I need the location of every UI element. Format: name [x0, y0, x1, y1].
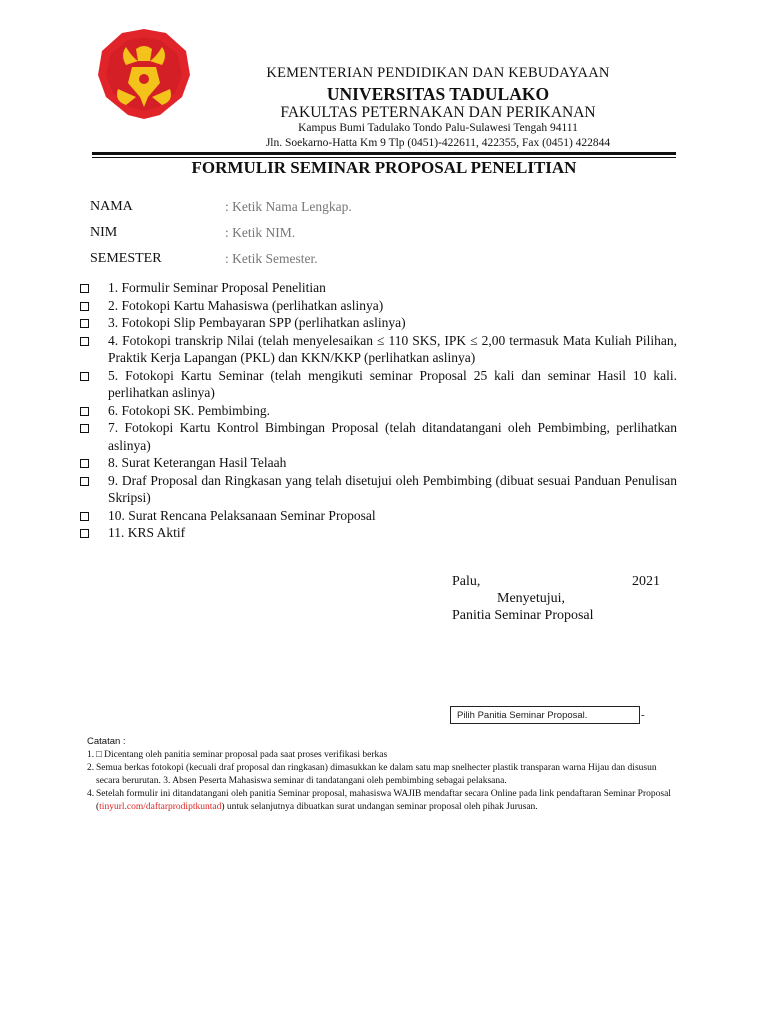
note-number: 2.	[87, 763, 95, 773]
notes-title: Catatan :	[87, 736, 126, 747]
committee-select[interactable]: Pilih Panitia Seminar Proposal.	[450, 706, 640, 724]
list-item	[80, 472, 677, 507]
checkbox[interactable]	[80, 407, 89, 416]
select-dash: -	[641, 709, 645, 721]
checkbox[interactable]	[80, 372, 89, 381]
checkbox[interactable]	[80, 459, 89, 468]
form-title: FORMULIR SEMINAR PROPOSAL PENELITIAN	[191, 158, 577, 177]
list-item-text: 10. Surat Rencana Pelaksanaan Seminar Proposal	[108, 507, 376, 523]
signature-year: 2021	[632, 574, 660, 589]
list-item	[80, 454, 677, 472]
checkbox[interactable]	[80, 477, 89, 486]
faculty-name: FAKULTAS PETERNAKAN DAN PERIKANAN	[280, 104, 596, 121]
header-divider	[92, 152, 676, 155]
note-text: □ Dicentang oleh panitia seminar proposal pada saat proses verifikasi berkas	[96, 750, 388, 760]
checkbox[interactable]	[80, 424, 89, 433]
ministry-name: KEMENTERIAN PENDIDIKAN DAN KEBUDAYAAN	[266, 65, 610, 81]
contact-address: Jln. Soekarno-Hatta Km 9 Tlp (0451)-422611, 422355, Fax (0451) 422844	[265, 137, 611, 149]
list-item-text: 1. Formulir Seminar Proposal Penelitian	[108, 280, 326, 295]
list-item	[80, 419, 677, 454]
list-item	[80, 314, 677, 332]
note-number: 1.	[87, 750, 95, 760]
note-item	[87, 788, 682, 814]
note-text: Semua berkas fotokopi (kecuali draf proposal dan ringkasan) dimasukkan ke dalam satu map snelhecter plastik transparan warna Hijau dan disusun secara berurutan. 3. Absen Peserta Mahasiswa seminar di tandatangani oleh pembimbing sebagai pelaksana.	[96, 763, 657, 786]
list-item-text: 2. Fotokopi Kartu Mahasiswa (perlihatkan aslinya)	[108, 297, 384, 313]
semester-field[interactable]: : Ketik Semester.	[225, 251, 318, 266]
list-item	[80, 524, 677, 542]
list-item	[80, 332, 677, 367]
note-text-after: ) untuk selanjutnya dibuatkan surat undangan seminar proposal oleh pihak Jurusan.	[221, 802, 538, 812]
semester-label: SEMESTER	[90, 251, 162, 266]
note-item	[87, 762, 682, 788]
checkbox[interactable]	[80, 284, 89, 293]
name-label: NAMA	[90, 199, 133, 214]
checkbox[interactable]	[80, 302, 89, 311]
list-item-text: 9. Draf Proposal dan Ringkasan yang telah disetujui oleh Pembimbing (dibuat sesuai Panduan Penulisan Skripsi)	[108, 472, 677, 505]
list-item	[80, 367, 677, 402]
requirements-checklist	[80, 279, 677, 542]
list-item-text: 4. Fotokopi transkrip Nilai (telah menyelesaikan ≤ 110 SKS, IPK ≤ 2,00 termasuk Mata Kuliah Pilihan, Praktik Kerja Lapangan (PKL) dan KKN/KKP (perlihatkan aslinya)	[108, 332, 677, 365]
checkbox[interactable]	[80, 512, 89, 521]
nim-field[interactable]: : Ketik NIM.	[225, 225, 296, 240]
note-number: 4.	[87, 789, 95, 799]
notes-section	[87, 735, 682, 814]
registration-link[interactable]: tinyurl.com/daftarprodiptkuntad	[99, 802, 222, 812]
list-item-text: 5. Fotokopi Kartu Seminar (telah mengikuti seminar Proposal 25 kali dan seminar Hasil 10 kali. perlihatkan aslinya)	[108, 367, 677, 400]
committee-label: Panitia Seminar Proposal	[452, 608, 594, 623]
checkbox[interactable]	[80, 529, 89, 538]
signature-city: Palu,	[452, 574, 481, 589]
university-name: UNIVERSITAS TADULAKO	[326, 84, 550, 104]
list-item-text: 8. Surat Keterangan Hasil Telaah	[108, 455, 287, 470]
note-text-before: Setelah formulir ini ditandatangani oleh panitia Seminar proposal, mahasiswa WAJIB mendaftar secara Online pada link pendaftaran Seminar Proposal (	[96, 789, 671, 812]
list-item	[80, 297, 677, 315]
note-item	[87, 749, 682, 762]
nim-label: NIM	[90, 225, 118, 240]
list-item-text: 11. KRS Aktif	[108, 525, 186, 540]
list-item	[80, 507, 677, 525]
list-item	[80, 402, 677, 420]
university-crest-icon	[96, 27, 192, 121]
approval-label: Menyetujui,	[497, 591, 566, 606]
name-field[interactable]: : Ketik Nama Lengkap.	[225, 199, 352, 214]
list-item-text: 6. Fotokopi SK. Pembimbing.	[108, 402, 271, 418]
checkbox[interactable]	[80, 319, 89, 328]
list-item-text: 3. Fotokopi Slip Pembayaran SPP (perlihatkan aslinya)	[108, 315, 406, 330]
campus-address: Kampus Bumi Tadulako Tondo Palu-Sulawesi Tengah 94111	[298, 122, 578, 134]
list-item	[80, 279, 677, 297]
checkbox[interactable]	[80, 337, 89, 346]
list-item-text: 7. Fotokopi Kartu Kontrol Bimbingan Proposal (telah ditandatangani oleh Pembimbing, perlihatkan aslinya)	[108, 420, 677, 453]
